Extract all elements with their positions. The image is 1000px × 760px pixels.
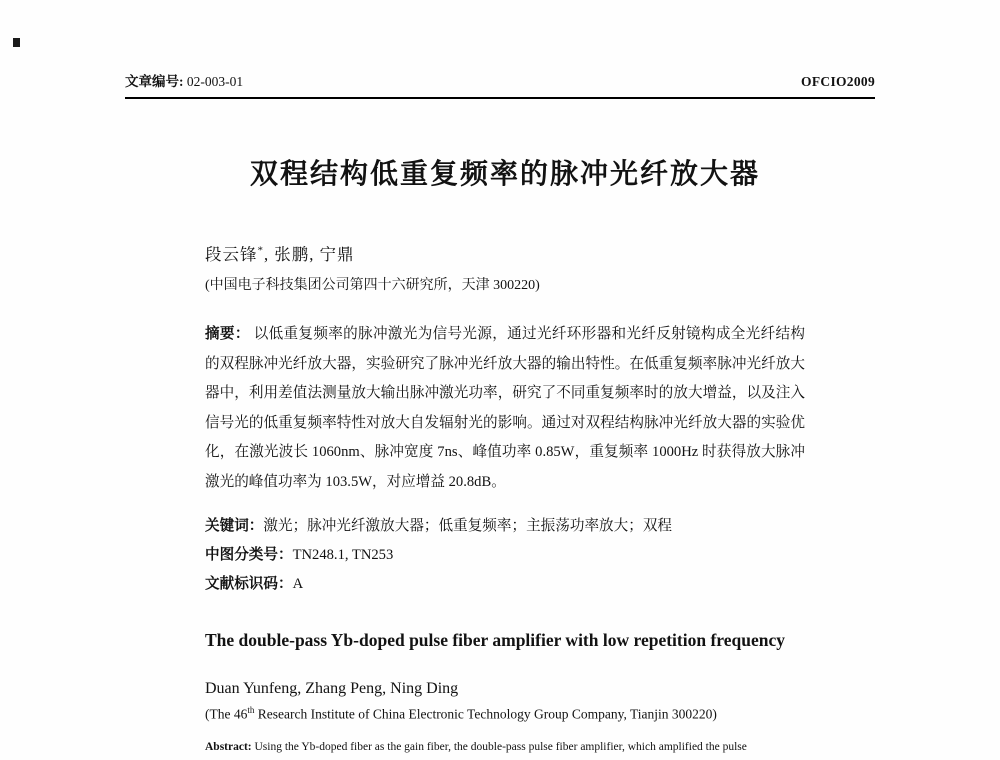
chinese-author-first: 段云锋 bbox=[205, 245, 258, 264]
document-code bbox=[205, 570, 805, 598]
clc-number bbox=[205, 541, 805, 569]
article-number-label: 文章编号: bbox=[125, 74, 184, 89]
clc-number-label: 中图分类号： bbox=[205, 546, 293, 563]
page-content bbox=[125, 0, 875, 760]
scan-artifact bbox=[13, 38, 20, 47]
article-number bbox=[125, 70, 243, 90]
chinese-keywords bbox=[205, 512, 805, 540]
chinese-keywords-label: 关键词： bbox=[205, 517, 264, 534]
corresponding-author-mark: * bbox=[257, 244, 264, 257]
chinese-authors-rest: , 张鹏, 宁鼎 bbox=[264, 245, 355, 264]
english-affiliation-pre: (The 46 bbox=[205, 706, 248, 722]
chinese-abstract-text: 以低重复频率的脉冲激光为信号光源，通过光纤环形器和光纤反射镜构成全光纤结构的双程脉冲光纤放大器，实验研究了脉冲光纤放大器的输出特性。在低重复频率脉冲光纤放大器中，利用差值法测量放大输出脉冲激光功率，研究了不同重复频率时的放大增益，以及注入信号光的低重复频率特性对放大自发辐射光的影响。通过对双程结构脉冲光纤放大器的实验优化，在激光波长 1060nm、脉冲宽度 7ns、峰值功率 0.85W，重复频率 1000Hz 时获得放大脉冲激光的峰值功率为 103.5W，对应增益 20.8dB。 bbox=[205, 326, 805, 490]
document-code-value: A bbox=[292, 575, 304, 592]
english-abstract-label: Abstract: bbox=[205, 741, 252, 754]
english-affiliation bbox=[205, 705, 805, 723]
chinese-abstract-label: 摘要： bbox=[205, 326, 250, 342]
english-title: The double-pass Yb-doped pulse fiber amplifier with low repetition frequency bbox=[205, 629, 785, 650]
chinese-abstract bbox=[205, 320, 805, 497]
english-abstract-text: Using the Yb-doped fiber as the gain fiber, the double-pass pulse fiber amplifier, which amplified the pulse bbox=[251, 741, 747, 754]
article-number-value: 02-003-01 bbox=[183, 74, 244, 89]
english-abstract bbox=[205, 739, 805, 755]
english-affiliation-ordinal: th bbox=[247, 704, 255, 715]
conference-code: OFCIO2009 bbox=[801, 74, 875, 89]
document-code-label: 文献标识码： bbox=[205, 575, 293, 592]
chinese-affiliation: (中国电子科技集团公司第四十六研究所，天津 300220) bbox=[205, 278, 540, 293]
clc-number-value: TN248.1, TN253 bbox=[292, 546, 394, 563]
english-authors: Duan Yunfeng, Zhang Peng, Ning Ding bbox=[205, 679, 459, 697]
chinese-keywords-text: 激光；脉冲光纤激放大器；低重复频率；主振荡功率放大；双程 bbox=[263, 517, 673, 534]
chinese-title: 双程结构低重复频率的脉冲光纤放大器 bbox=[249, 159, 760, 190]
chinese-authors bbox=[205, 241, 805, 265]
paper-body bbox=[205, 155, 805, 755]
page-header bbox=[125, 0, 875, 99]
english-affiliation-post: Research Institute of China Electronic Technology Group Company, Tianjin 300220) bbox=[254, 706, 717, 722]
